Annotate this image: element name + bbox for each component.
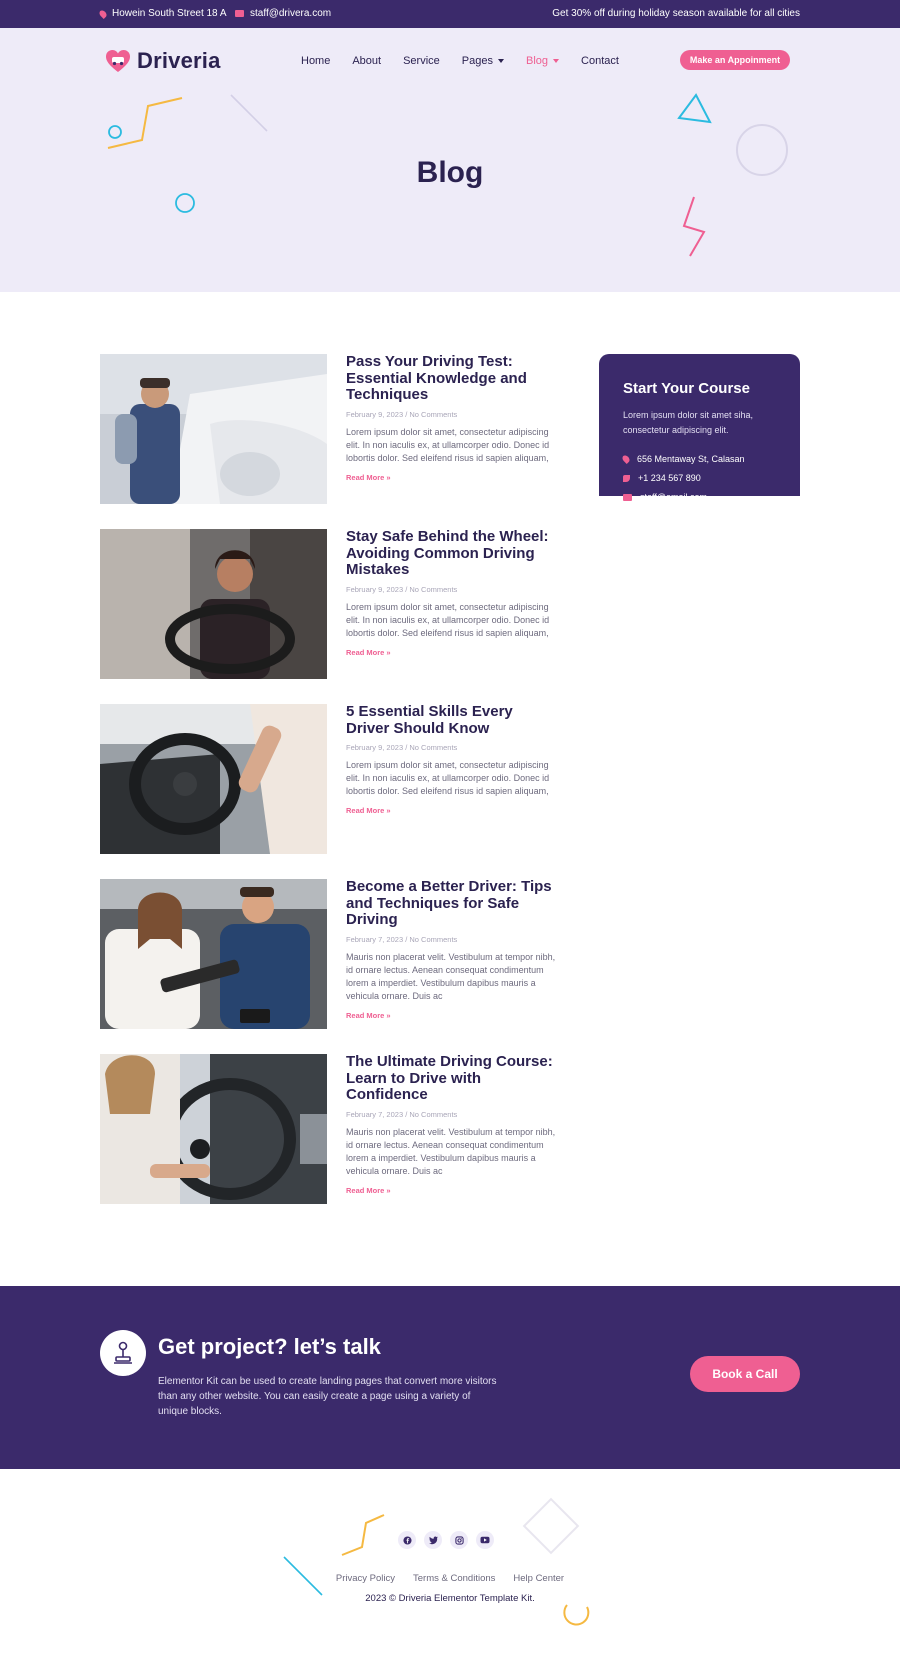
footer-links	[0, 1573, 900, 1584]
circle-decoration-icon	[107, 124, 123, 140]
post-title[interactable]: 5 Essential Skills Every Driver Should Know	[346, 703, 513, 737]
post-meta: February 7, 2023 / No Comments	[346, 1109, 458, 1119]
help-center-link[interactable]: Help Center	[513, 1573, 565, 1584]
twitter-icon[interactable]	[424, 1531, 442, 1549]
post-title[interactable]: The Ultimate Driving Course: Learn to Drive with Confidence	[346, 1053, 553, 1103]
location-pin-icon	[621, 454, 631, 464]
chevron-down-icon	[498, 59, 504, 63]
instagram-icon[interactable]	[450, 1531, 468, 1549]
post-excerpt: Lorem ipsum dolor sit amet, consectetur adipiscing elit. In non iaculis ex, at ullamcorper odio. Donec id lobortis dolor. Sed eleifend risus id sapien aliquam,	[346, 601, 550, 638]
widget-email[interactable]	[623, 492, 707, 502]
privacy-policy-link[interactable]: Privacy Policy	[335, 1573, 396, 1584]
post-body	[346, 1054, 560, 1198]
topbar-address	[100, 8, 227, 19]
post-body	[346, 704, 560, 818]
nav-pages[interactable]	[462, 55, 504, 67]
start-course-widget	[599, 354, 800, 502]
blog-post	[100, 1054, 560, 1204]
facebook-icon[interactable]	[398, 1531, 416, 1549]
post-body	[346, 354, 560, 485]
widget-text: Lorem ipsum dolor sit amet siha, consectetur adipiscing elit.	[623, 410, 754, 435]
read-more-link[interactable]: Read More »	[346, 1010, 391, 1020]
topbar-email-text[interactable]: staff@drivera.com	[250, 8, 332, 19]
nav-blog[interactable]	[526, 55, 559, 67]
nav-contact[interactable]	[581, 55, 619, 67]
nav-about-label: About	[352, 55, 382, 67]
post-meta: February 9, 2023 / No Comments	[346, 409, 458, 419]
zigzag-decoration-icon	[338, 1511, 388, 1561]
post-excerpt: Mauris non placerat velit. Vestibulum at tempor nibh, id ornare lectus. Aenean consequat condimentum lorem a imperdiet. Vestibulum dapibus mauris a vehicula ornare. Duis ac	[346, 1126, 556, 1176]
instructor-student-image	[100, 879, 327, 1029]
post-title[interactable]: Become a Better Driver: Tips and Techniques for Safe Driving	[346, 878, 552, 928]
topbar-address-text: Howein South Street 18 A	[112, 8, 227, 19]
dashboard-driving-image	[100, 1054, 327, 1204]
youtube-icon[interactable]	[476, 1531, 494, 1549]
post-thumbnail[interactable]	[100, 704, 327, 854]
main-nav	[301, 55, 641, 67]
make-appointment-button[interactable]: Make an Appoinment	[680, 50, 790, 70]
post-body	[346, 879, 560, 1023]
post-meta: February 7, 2023 / No Comments	[346, 934, 458, 944]
book-call-button[interactable]: Book a Call	[690, 1356, 800, 1392]
page-hero	[0, 28, 900, 292]
blog-post	[100, 354, 560, 504]
nav-contact-label: Contact	[581, 55, 619, 67]
cta-banner	[0, 1286, 900, 1469]
terms-link[interactable]: Terms & Conditions	[413, 1573, 496, 1584]
topbar-promo: Get 30% off during holiday season available for all cities	[552, 8, 800, 19]
widget-title: Start Your Course	[623, 380, 750, 397]
cta-title: Get project? let’s talk	[158, 1334, 381, 1359]
widget-phone-text[interactable]: +1 234 567 890	[638, 473, 701, 483]
square-decoration-icon	[518, 1493, 584, 1559]
mechanic-car-image	[100, 354, 327, 504]
read-more-link[interactable]: Read More »	[346, 647, 391, 657]
post-thumbnail[interactable]	[100, 1054, 327, 1204]
widget-phone[interactable]	[623, 473, 701, 483]
nav-home[interactable]	[301, 55, 330, 67]
nav-home-label: Home	[301, 55, 331, 67]
lightning-decoration-icon	[676, 194, 710, 260]
post-thumbnail[interactable]	[100, 879, 327, 1029]
read-more-link[interactable]: Read More »	[346, 806, 391, 815]
joystick-icon	[100, 1330, 146, 1376]
logo-text: Driveria	[137, 48, 221, 73]
post-body	[346, 529, 560, 660]
widget-address-text: 656 Mentaway St, Calasan	[637, 454, 745, 464]
location-pin-icon	[98, 9, 108, 19]
nav-service-label: Service	[403, 55, 440, 67]
post-meta: February 9, 2023 / No Comments	[346, 743, 458, 752]
nav-about[interactable]	[352, 55, 381, 67]
post-excerpt: Lorem ipsum dolor sit amet, consectetur adipiscing elit. In non iaculis ex, at ullamcorper odio. Donec id lobortis dolor. Sed eleifend risus id sapien aliquam,	[346, 426, 550, 463]
blog-post	[100, 704, 560, 854]
phone-icon	[623, 475, 630, 482]
post-meta: February 9, 2023 / No Comments	[346, 584, 458, 594]
circle-decoration-icon	[174, 192, 196, 214]
read-more-link[interactable]: Read More »	[346, 472, 391, 482]
logo[interactable]	[105, 48, 221, 74]
nav-service[interactable]	[403, 55, 440, 67]
read-more-link[interactable]: Read More »	[346, 1185, 391, 1195]
nav-pages-label: Pages	[461, 55, 493, 67]
mail-icon	[235, 10, 244, 17]
chevron-down-icon	[553, 59, 559, 63]
post-excerpt: Mauris non placerat velit. Vestibulum at tempor nibh, id ornare lectus. Aenean consequat condimentum lorem a imperdiet. Vestibulum dapibus mauris a vehicula ornare. Duis ac	[346, 951, 556, 1001]
blog-post	[100, 879, 560, 1029]
post-thumbnail[interactable]	[100, 354, 327, 504]
post-thumbnail[interactable]	[100, 529, 327, 679]
post-title[interactable]: Pass Your Driving Test: Essential Knowledge and Techniques	[346, 353, 527, 403]
social-links	[398, 1531, 494, 1549]
top-bar	[0, 0, 900, 28]
woman-driving-image	[100, 529, 327, 679]
blog-post	[100, 529, 560, 679]
mail-icon	[623, 494, 632, 501]
widget-address	[623, 454, 745, 464]
triangle-decoration-icon	[676, 92, 714, 126]
post-excerpt: Lorem ipsum dolor sit amet, consectetur adipiscing elit. In non iaculis ex, at ullamcorper odio. Donec id lobortis dolor. Sed eleifend risus id sapien aliquam,	[346, 760, 550, 796]
steering-wheel-image	[100, 704, 327, 854]
post-title[interactable]: Stay Safe Behind the Wheel: Avoiding Common Driving Mistakes	[346, 528, 549, 578]
heart-car-logo-icon	[105, 49, 131, 73]
copyright: 2023 © Driveria Elementor Template Kit.	[365, 1593, 535, 1604]
footer	[0, 1469, 900, 1671]
cta-text: Elementor Kit can be used to create landing pages that convert more visitors than any other website. You can easily create a page using a variety of unique blocks.	[158, 1376, 497, 1417]
topbar-email[interactable]	[235, 8, 331, 19]
nav-blog-label: Blog	[525, 55, 549, 67]
page-title: Blog	[416, 156, 484, 189]
line-decoration-icon	[228, 92, 270, 134]
widget-email-text[interactable]: staff@email.com	[640, 492, 707, 502]
